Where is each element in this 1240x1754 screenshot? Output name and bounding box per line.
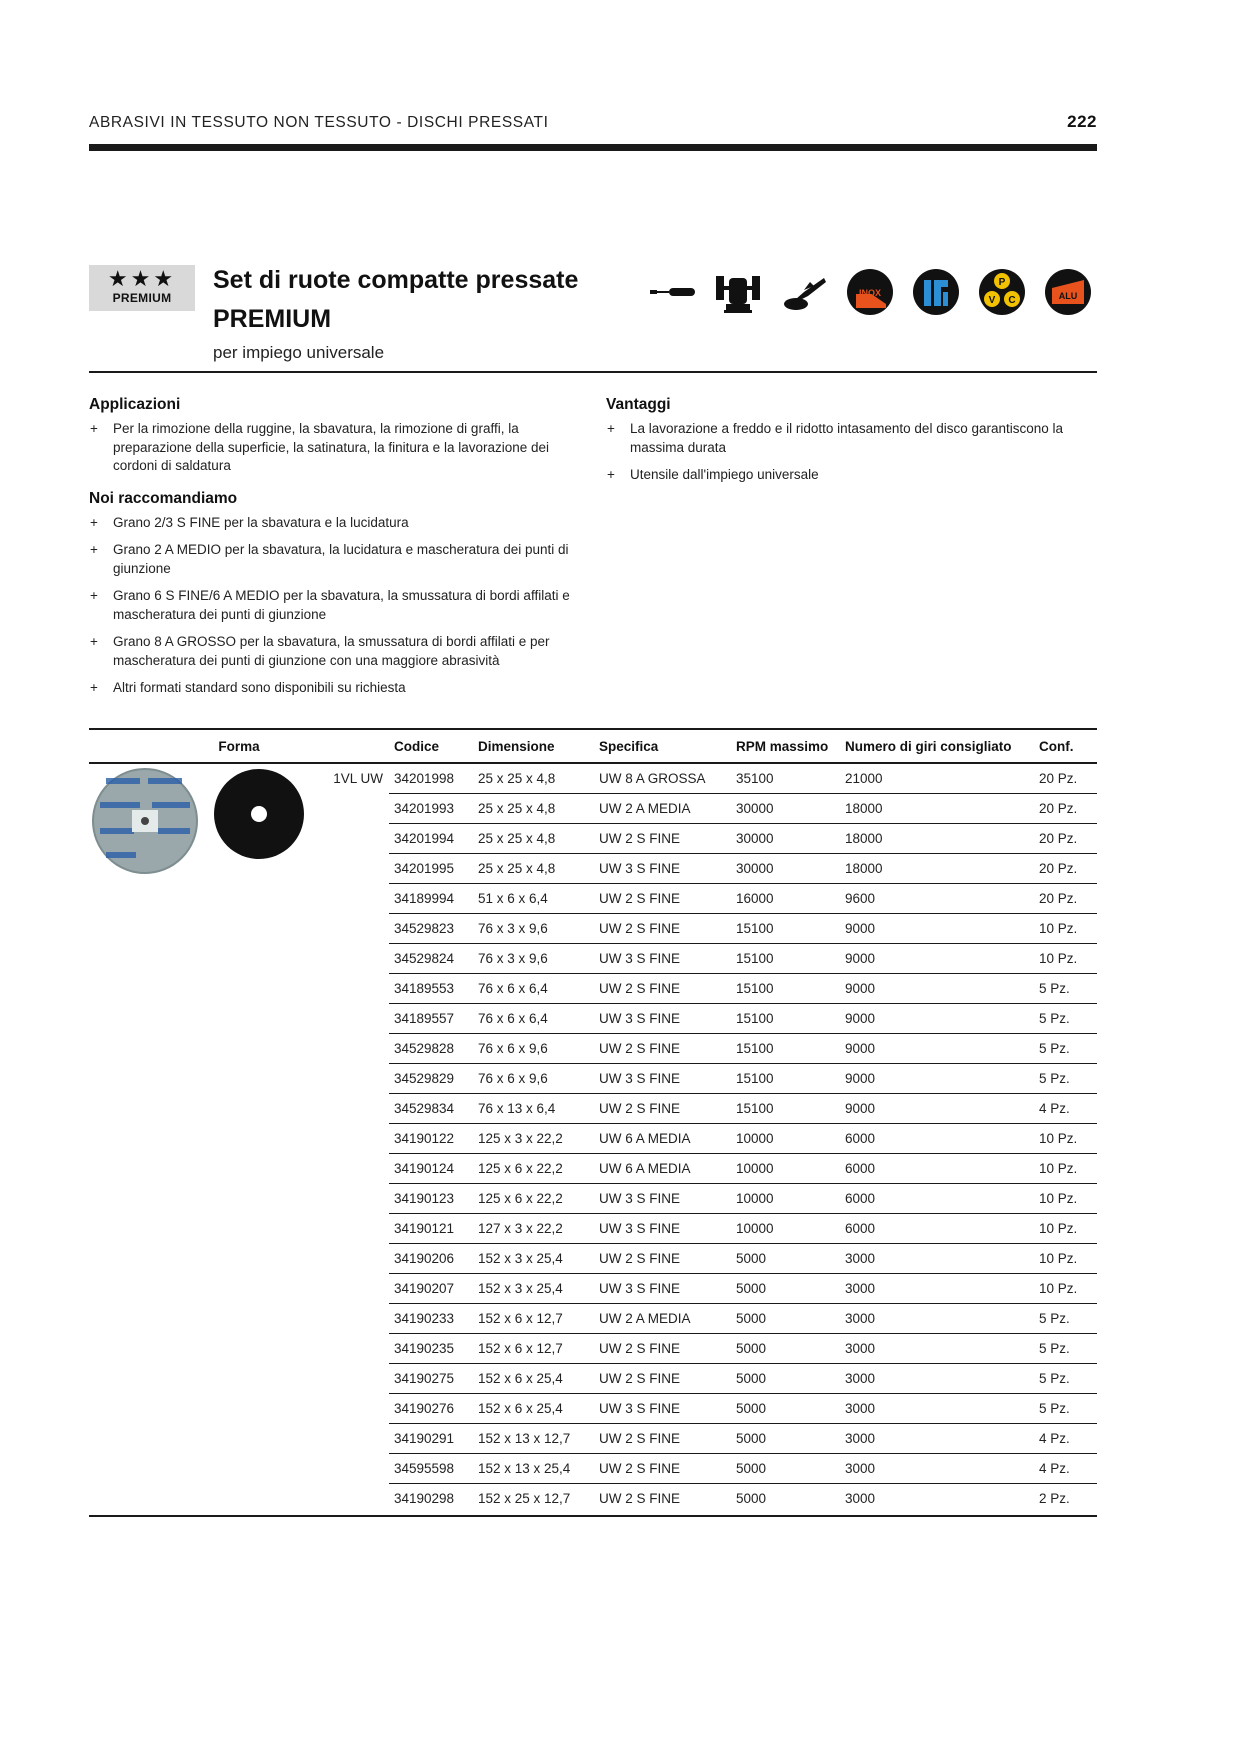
pack-cell: 10 Pz. <box>1034 1154 1097 1184</box>
column-header-dimension: Dimensione <box>473 729 594 763</box>
dimension-cell: 152 x 6 x 25,4 <box>473 1364 594 1394</box>
max-rpm-cell: 15100 <box>731 1064 840 1094</box>
recommended-rpm-cell: 6000 <box>840 1154 1034 1184</box>
spec-cell: UW 2 S FINE <box>594 824 731 854</box>
max-rpm-cell: 5000 <box>731 1304 840 1334</box>
recommended-rpm-cell: 3000 <box>840 1304 1034 1334</box>
recommended-rpm-cell: 9000 <box>840 1004 1034 1034</box>
recommended-rpm-cell: 3000 <box>845 1491 876 1506</box>
pvc-icon <box>978 268 1026 316</box>
max-rpm-cell: 10000 <box>731 1184 840 1214</box>
code-cell: 34190233 <box>389 1304 473 1334</box>
pack-cell: 5 Pz. <box>1034 1394 1097 1424</box>
recommended-rpm-cell: 9600 <box>840 884 1034 914</box>
max-rpm-cell: 5000 <box>731 1244 840 1274</box>
pack-cell: 5 Pz. <box>1034 1004 1097 1034</box>
product-photo-wheel <box>92 768 198 874</box>
wheel-shape-drawing <box>213 768 305 860</box>
code-cell: 34529824 <box>389 944 473 974</box>
max-rpm-cell: 35100 <box>731 763 840 794</box>
bullet-plus: + <box>90 542 98 557</box>
spec-cell: UW 3 S FINE <box>594 1184 731 1214</box>
angle-grinder-icon <box>780 268 828 316</box>
code-cell: 34190298 <box>394 1491 455 1506</box>
recommended-rpm-cell: 18000 <box>840 854 1034 884</box>
column-header-spec: Specifica <box>594 729 731 763</box>
bullet-plus: + <box>607 467 615 482</box>
dimension-cell: 76 x 6 x 6,4 <box>473 1004 594 1034</box>
max-rpm-cell: 15100 <box>731 944 840 974</box>
steel-icon <box>912 268 960 316</box>
premium-label: PREMIUM <box>112 291 172 305</box>
pack-cell: 20 Pz. <box>1034 854 1097 884</box>
spec-cell: UW 2 S FINE <box>594 1334 731 1364</box>
product-tagline: per impiego universale <box>213 343 385 362</box>
spec-cell: UW 2 S FINE <box>594 974 731 1004</box>
code-cell: 34190235 <box>389 1334 473 1364</box>
max-rpm-cell: 30000 <box>731 824 840 854</box>
spec-cell: UW 8 A GROSSA <box>594 763 731 794</box>
bullet-plus: + <box>90 514 98 530</box>
column-header-code: Codice <box>389 729 473 763</box>
spec-cell: UW 3 S FINE <box>594 1004 731 1034</box>
max-rpm-cell: 15100 <box>731 914 840 944</box>
dimension-cell: 152 x 13 x 25,4 <box>473 1454 594 1484</box>
max-rpm-cell: 5000 <box>731 1364 840 1394</box>
form-label: 1VL UW <box>333 771 383 786</box>
recommended-rpm-cell: 6000 <box>840 1214 1034 1244</box>
benefits-heading: Vantaggi <box>606 396 671 413</box>
pack-cell: 4 Pz. <box>1034 1094 1097 1124</box>
list-item: + Grano 2/3 S FINE per la sbavatura e la lucidatura <box>89 514 594 533</box>
spec-cell: UW 2 S FINE <box>594 884 731 914</box>
spec-cell: UW 2 S FINE <box>594 1454 731 1484</box>
spec-cell: UW 2 A MEDIA <box>594 1304 731 1334</box>
spec-cell: UW 3 S FINE <box>594 1214 731 1244</box>
list-item: + Grano 2 A MEDIO per la sbavatura, la lucidatura e mascheratura dei punti di giunzione <box>90 542 569 576</box>
list-item: + Grano 6 S FINE/6 A MEDIO per la sbavatura, la smussatura di bordi affilati e mascheratura dei punti di giunzione <box>90 588 570 622</box>
column-header-pack: Conf. <box>1034 729 1097 763</box>
dimension-cell: 152 x 6 x 12,7 <box>473 1304 594 1334</box>
pack-cell: 5 Pz. <box>1034 974 1097 1004</box>
form-cell <box>89 763 389 1513</box>
bullet-plus: + <box>90 680 98 695</box>
dimension-cell: 25 x 25 x 4,8 <box>473 763 594 794</box>
dimension-cell: 127 x 3 x 22,2 <box>473 1214 594 1244</box>
rating-stars: ★★★ <box>107 266 177 291</box>
max-rpm-cell: 15100 <box>731 974 840 1004</box>
code-cell: 34190121 <box>389 1214 473 1244</box>
recommended-rpm-cell: 3000 <box>840 1334 1034 1364</box>
max-rpm-cell: 5000 <box>736 1491 767 1506</box>
applications-column <box>89 396 594 707</box>
recommended-rpm-cell: 6000 <box>840 1184 1034 1214</box>
page-number: 222 <box>1067 112 1097 131</box>
straight-grinder-icon <box>648 268 696 316</box>
dimension-cell: 152 x 3 x 25,4 <box>473 1274 594 1304</box>
pvc-letter-p: P <box>998 277 1006 288</box>
dimension-cell: 25 x 25 x 4,8 <box>473 824 594 854</box>
dimension-cell: 76 x 3 x 9,6 <box>473 914 594 944</box>
premium-badge <box>89 265 195 311</box>
list-item: + La lavorazione a freddo e il ridotto intasamento del disco garantiscono la massima durata <box>607 421 1064 455</box>
column-header-max-rpm: RPM massimo <box>731 729 840 763</box>
max-rpm-cell: 10000 <box>731 1214 840 1244</box>
applications-list <box>89 420 594 476</box>
recommended-rpm-cell: 9000 <box>840 914 1034 944</box>
max-rpm-cell: 5000 <box>731 1394 840 1424</box>
list-item: + Utensile dall'impiego universale <box>606 466 1097 485</box>
table-header-row <box>89 729 1097 763</box>
dimension-cell: 125 x 6 x 22,2 <box>473 1184 594 1214</box>
code-cell: 34190291 <box>389 1424 473 1454</box>
pack-cell: 10 Pz. <box>1034 1124 1097 1154</box>
pack-cell: 10 Pz. <box>1034 1274 1097 1304</box>
inox-icon <box>846 268 894 316</box>
product-table <box>89 728 1097 1513</box>
recommend-list <box>89 514 594 698</box>
code-cell: 34190123 <box>389 1184 473 1214</box>
code-cell: 34201998 <box>389 763 473 794</box>
recommended-rpm-cell: 3000 <box>840 1394 1034 1424</box>
dimension-cell: 76 x 13 x 6,4 <box>473 1094 594 1124</box>
running-header <box>89 112 1097 142</box>
code-cell: 34595598 <box>389 1454 473 1484</box>
title-rule <box>89 371 1097 373</box>
recommended-rpm-cell: 9000 <box>840 1034 1034 1064</box>
max-rpm-cell: 16000 <box>731 884 840 914</box>
pack-cell: 20 Pz. <box>1034 794 1097 824</box>
spec-cell: UW 2 S FINE <box>594 1244 731 1274</box>
recommend-heading: Noi raccomandiamo <box>89 489 238 507</box>
dimension-cell: 152 x 13 x 12,7 <box>473 1424 594 1454</box>
application-icons <box>648 268 1097 316</box>
max-rpm-cell: 15100 <box>731 1094 840 1124</box>
code-cell: 34189557 <box>389 1004 473 1034</box>
spec-cell: UW 2 S FINE <box>594 1424 731 1454</box>
product-title: Set di ruote compatte pressate <box>213 266 579 294</box>
recommended-rpm-cell: 3000 <box>840 1454 1034 1484</box>
list-item: + Grano 8 A GROSSO per la sbavatura, la smussatura di bordi affilati e per mascheratura dei punti di giunzione con una maggiore abrasività <box>90 634 550 668</box>
spec-cell: UW 2 S FINE <box>594 1364 731 1394</box>
code-cell: 34190122 <box>389 1124 473 1154</box>
dimension-cell: 76 x 6 x 6,4 <box>473 974 594 1004</box>
dimension-cell: 25 x 25 x 4,8 <box>473 854 594 884</box>
pack-cell: 5 Pz. <box>1034 1034 1097 1064</box>
dimension-cell: 152 x 6 x 12,7 <box>473 1334 594 1364</box>
applications-heading: Applicazioni <box>89 396 181 413</box>
recommended-rpm-cell: 9000 <box>840 1064 1034 1094</box>
max-rpm-cell: 5000 <box>731 1454 840 1484</box>
spec-cell: UW 2 S FINE <box>594 914 731 944</box>
code-cell: 34529829 <box>389 1064 473 1094</box>
max-rpm-cell: 15100 <box>731 1034 840 1064</box>
benefits-list <box>606 420 1097 485</box>
alu-icon <box>1044 268 1092 316</box>
pack-cell: 10 Pz. <box>1034 1214 1097 1244</box>
bullet-plus: + <box>90 588 98 603</box>
dimension-cell: 152 x 3 x 25,4 <box>473 1244 594 1274</box>
spec-cell: UW 3 S FINE <box>594 1394 731 1424</box>
recommended-rpm-cell: 3000 <box>840 1424 1034 1454</box>
dimension-cell: 125 x 6 x 22,2 <box>473 1154 594 1184</box>
bullet-plus: + <box>90 634 98 649</box>
max-rpm-cell: 10000 <box>731 1154 840 1184</box>
max-rpm-cell: 5000 <box>731 1274 840 1304</box>
pack-cell: 4 Pz. <box>1034 1454 1097 1484</box>
max-rpm-cell: 10000 <box>731 1124 840 1154</box>
table-body <box>89 763 1097 1513</box>
table-bottom-rule <box>89 1515 1097 1517</box>
code-cell: 34190276 <box>389 1394 473 1424</box>
recommended-rpm-cell: 3000 <box>840 1274 1034 1304</box>
pack-cell: 10 Pz. <box>1034 944 1097 974</box>
dimension-cell: 25 x 25 x 4,8 <box>473 794 594 824</box>
max-rpm-cell: 5000 <box>731 1424 840 1454</box>
code-cell: 34529823 <box>389 914 473 944</box>
inox-text: INOX <box>858 288 882 298</box>
code-cell: 34190206 <box>389 1244 473 1274</box>
pack-cell: 5 Pz. <box>1034 1364 1097 1394</box>
recommended-rpm-cell: 21000 <box>840 763 1034 794</box>
pack-cell: 20 Pz. <box>1034 884 1097 914</box>
recommended-rpm-cell: 9000 <box>840 1094 1034 1124</box>
column-header-recommended-rpm: Numero di giri consigliato <box>840 729 1034 763</box>
pvc-letter-v: V <box>988 295 996 306</box>
spec-cell: UW 3 S FINE <box>594 1064 731 1094</box>
recommended-rpm-cell: 6000 <box>840 1124 1034 1154</box>
spec-cell: UW 3 S FINE <box>594 944 731 974</box>
pack-cell: 2 Pz. <box>1039 1491 1070 1506</box>
pack-cell: 20 Pz. <box>1034 824 1097 854</box>
code-cell: 34201993 <box>389 794 473 824</box>
bench-grinder-icon <box>714 268 762 316</box>
recommended-rpm-cell: 3000 <box>840 1244 1034 1274</box>
list-item: + Per la rimozione della ruggine, la sbavatura, la rimozione di graffi, la preparazione della superficie, la satinatura, la finitura e la lavorazione dei cordoni di saldatura <box>90 421 550 473</box>
spec-cell: UW 2 S FINE <box>599 1491 681 1506</box>
pvc-letter-c: C <box>1008 295 1016 306</box>
spec-cell: UW 3 S FINE <box>594 1274 731 1304</box>
max-rpm-cell: 30000 <box>731 794 840 824</box>
dimension-cell: 76 x 6 x 9,6 <box>473 1064 594 1094</box>
pack-cell: 10 Pz. <box>1034 1244 1097 1274</box>
code-cell: 34190207 <box>389 1274 473 1304</box>
section-title: ABRASIVI IN TESSUTO NON TESSUTO - DISCHI PRESSATI <box>89 114 549 131</box>
pack-cell: 4 Pz. <box>1034 1424 1097 1454</box>
pack-cell: 5 Pz. <box>1034 1334 1097 1364</box>
recommended-rpm-cell: 3000 <box>840 1364 1034 1394</box>
pack-cell: 20 Pz. <box>1034 763 1097 794</box>
dimension-cell: 152 x 25 x 12,7 <box>478 1491 571 1506</box>
column-header-form: Forma <box>89 729 389 763</box>
code-cell: 34201995 <box>389 854 473 884</box>
spec-cell: UW 2 S FINE <box>594 1094 731 1124</box>
code-cell: 34190124 <box>389 1154 473 1184</box>
spec-cell: UW 6 A MEDIA <box>594 1124 731 1154</box>
code-cell: 34189994 <box>389 884 473 914</box>
dimension-cell: 76 x 3 x 9,6 <box>473 944 594 974</box>
spec-cell: UW 2 A MEDIA <box>594 794 731 824</box>
pack-cell: 5 Pz. <box>1034 1304 1097 1334</box>
benefits-column <box>606 396 1097 494</box>
spec-cell: UW 2 S FINE <box>594 1034 731 1064</box>
code-cell: 34190275 <box>389 1364 473 1394</box>
pack-cell: 5 Pz. <box>1034 1064 1097 1094</box>
header-rule <box>89 144 1097 151</box>
recommended-rpm-cell: 9000 <box>840 944 1034 974</box>
pack-cell: 10 Pz. <box>1034 914 1097 944</box>
code-cell: 34529828 <box>389 1034 473 1064</box>
recommended-rpm-cell: 18000 <box>840 794 1034 824</box>
recommended-rpm-cell: 18000 <box>840 824 1034 854</box>
max-rpm-cell: 5000 <box>731 1334 840 1364</box>
code-cell: 34189553 <box>389 974 473 1004</box>
dimension-cell: 51 x 6 x 6,4 <box>473 884 594 914</box>
code-cell: 34529834 <box>389 1094 473 1124</box>
dimension-cell: 152 x 6 x 25,4 <box>473 1394 594 1424</box>
bullet-plus: + <box>607 421 615 436</box>
dimension-cell: 76 x 6 x 9,6 <box>473 1034 594 1064</box>
bullet-plus: + <box>90 421 98 436</box>
recommended-rpm-cell: 9000 <box>840 974 1034 1004</box>
max-rpm-cell: 30000 <box>731 854 840 884</box>
list-item: + Altri formati standard sono disponibili su richiesta <box>89 679 594 698</box>
alu-text: ALU <box>1058 291 1078 301</box>
spec-cell: UW 6 A MEDIA <box>594 1154 731 1184</box>
spec-cell: UW 3 S FINE <box>594 854 731 884</box>
dimension-cell: 125 x 3 x 22,2 <box>473 1124 594 1154</box>
product-subtitle: PREMIUM <box>213 305 332 333</box>
table-row <box>89 763 1097 794</box>
code-cell: 34201994 <box>389 824 473 854</box>
max-rpm-cell: 15100 <box>731 1004 840 1034</box>
pack-cell: 10 Pz. <box>1034 1184 1097 1214</box>
